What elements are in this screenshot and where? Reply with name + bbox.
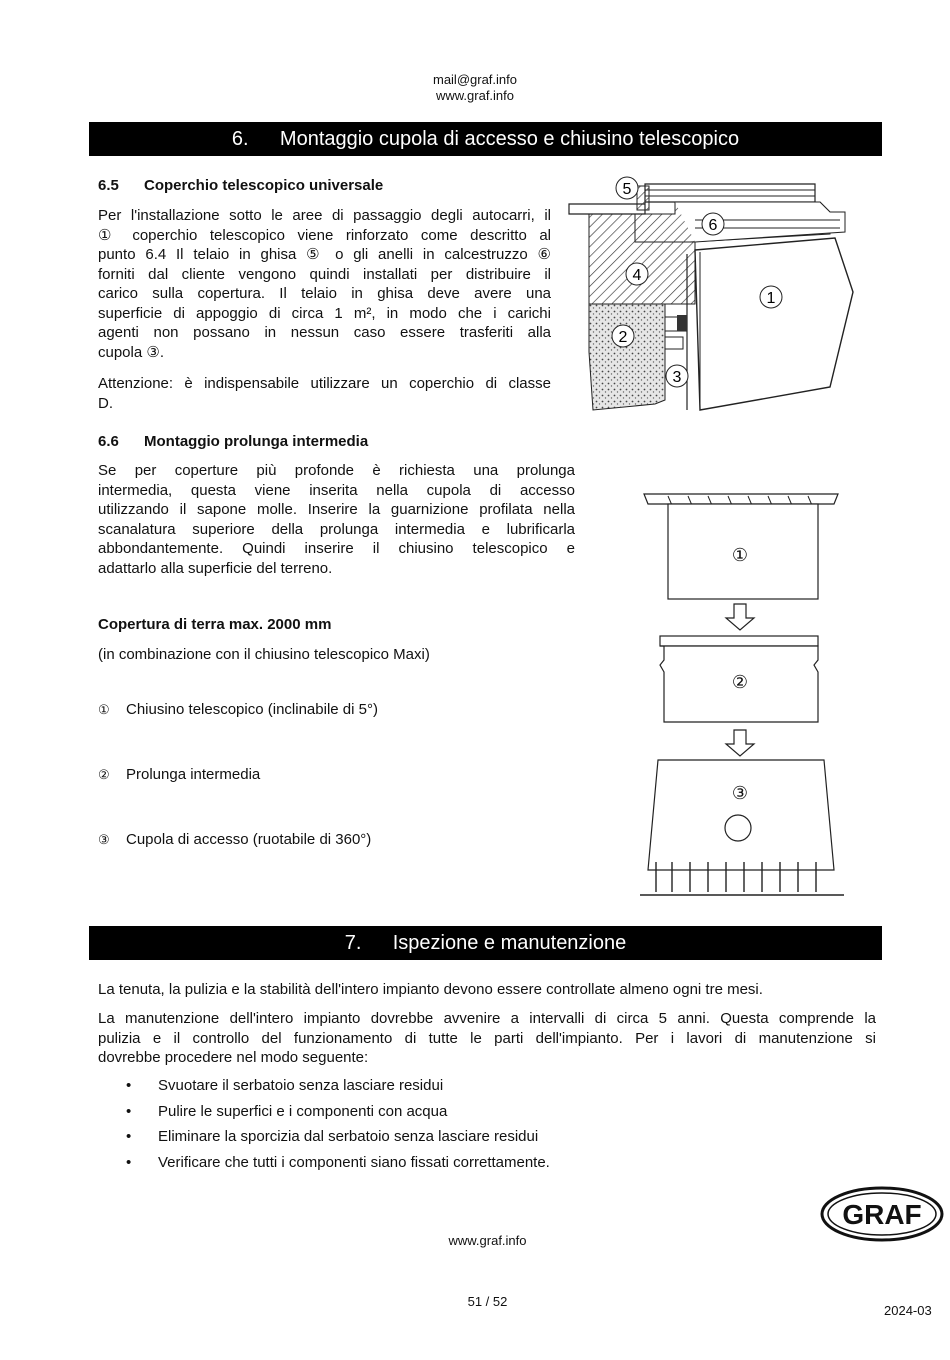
paragraph-line: dovrebbe procedere nel modo seguente:	[98, 1049, 369, 1066]
document-date: 2024-03	[884, 1303, 932, 1318]
label-3: 3	[672, 369, 682, 386]
label-part-1: ①	[731, 545, 749, 565]
subsection-6-5-heading	[98, 177, 383, 194]
legend-marker: ①	[98, 702, 110, 717]
paragraph-line: punto 6.4 Il telaio in ghisa ⑤ o gli anelli in calcestruzzo ⑥	[98, 246, 551, 263]
label-part-3: ③	[731, 783, 749, 803]
subsection-title: Coperchio telescopico universale	[144, 177, 384, 194]
paragraph-line: utilizzando il sapone molle. Inserire la guarnizione profilata nella	[98, 501, 575, 518]
paragraph-line: intermedia, questa viene inserita nella cupola di accesso	[98, 481, 575, 499]
list-item	[98, 1077, 798, 1103]
assembly-diagram	[638, 490, 848, 900]
list-item-text: Verificare che tutti i componenti siano fissati correttamente.	[158, 1153, 550, 1171]
paragraph-line: Per l'installazione sotto le aree di passaggio degli autocarri, il	[98, 207, 551, 224]
list-item	[98, 1154, 798, 1180]
label-4: 4	[632, 267, 642, 284]
bullet-marker: •	[126, 1077, 132, 1094]
label-part-2: ②	[731, 672, 749, 692]
subsection-title: Montaggio prolunga intermedia	[144, 433, 369, 450]
section-6-heading	[89, 122, 882, 156]
logo-text: GRAF	[842, 1199, 922, 1230]
section-7-paragraph-1: La tenuta, la pulizia e la stabilità dell'intero impianto devono essere controllate almeno ogni tre mesi.	[98, 981, 763, 998]
paragraph-line: forniti dal cliente vengono quindi installati per distribuire il	[98, 265, 551, 283]
paragraph-line: La manutenzione dell'intero impianto dovrebbe avvenire a intervalli di circa 5 anni. Questa comprende la	[98, 1010, 876, 1027]
label-2: 2	[618, 329, 628, 346]
subsection-6-6-heading	[98, 433, 368, 450]
cover-title: Copertura di terra max. 2000 mm	[98, 616, 332, 633]
maintenance-list	[98, 1077, 798, 1179]
legend-text: Prolunga intermedia	[126, 766, 261, 783]
list-item-text: Svuotare il serbatoio senza lasciare residui	[158, 1077, 444, 1094]
subsection-number: 6.5	[98, 177, 119, 194]
section-number: 6.	[231, 127, 249, 150]
header-website[interactable]: www.graf.info	[435, 88, 515, 103]
cross-section-diagram	[565, 172, 865, 422]
note-line: D.	[98, 394, 113, 412]
subsection-6-5-body	[98, 206, 551, 362]
section-7-paragraph-2	[98, 1009, 876, 1068]
label-1: 1	[766, 290, 776, 307]
legend-item	[98, 831, 371, 848]
paragraph-line: ① coperchio telescopico viene rinforzato come descritto al	[98, 226, 551, 244]
paragraph-line: pulizia e il controllo del funzionamento di tutte le parti dell'impianto. Per i lavori di manutenzione si	[98, 1029, 876, 1047]
paragraph-line: Se per coperture più profonde è richiesta una prolunga	[98, 462, 575, 479]
page-number: 51 / 52	[467, 1294, 508, 1309]
legend-marker: ③	[98, 832, 110, 847]
bullet-marker: •	[126, 1102, 132, 1120]
list-item	[98, 1128, 798, 1154]
paragraph-line: agenti non possano in nessun caso essere trasferiti alla	[98, 324, 551, 341]
note-line: Attenzione: è indispensabile utilizzare un coperchio di classe	[98, 375, 551, 392]
bullet-marker: •	[126, 1153, 132, 1171]
section-title: Ispezione e manutenzione	[392, 931, 627, 954]
list-item-text: Pulire le superfici e i componenti con acqua	[158, 1102, 448, 1120]
footer-website[interactable]: www.graf.info	[448, 1233, 527, 1248]
paragraph-line: adattarlo alla superficie del terreno.	[98, 559, 333, 577]
cover-subtitle: (in combinazione con il chiusino telescopico Maxi)	[98, 646, 430, 663]
section-7-heading	[89, 926, 882, 960]
legend-item	[98, 701, 378, 718]
bullet-marker: •	[126, 1128, 132, 1145]
subsection-number: 6.6	[98, 433, 119, 450]
section-title: Montaggio cupola di accesso e chiusino telescopico	[279, 127, 740, 150]
list-item-text: Eliminare la sporcizia dal serbatoio senza lasciare residui	[158, 1128, 539, 1145]
paragraph-line: scanalatura superiore della prolunga intermedia e lubrificarla	[98, 520, 575, 538]
label-6: 6	[708, 217, 718, 234]
paragraph-line: carico sulla copertura. Il telaio in ghisa deve avere una	[98, 285, 551, 302]
subsection-6-6-body	[98, 461, 575, 578]
section-number: 7.	[344, 931, 362, 954]
paragraph-line: superficie di appoggio di circa 1 m², in modo che i carichi	[98, 304, 551, 322]
paragraph-line: cupola ③.	[98, 343, 164, 361]
paragraph-line: abbondantemente. Quindi inserire il chiusino telescopico e	[98, 540, 575, 557]
legend-text: Chiusino telescopico (inclinabile di 5°)	[126, 701, 378, 718]
list-item	[98, 1103, 798, 1129]
legend-text: Cupola di accesso (ruotabile di 360°)	[126, 831, 372, 848]
subsection-6-5-note	[98, 374, 551, 413]
label-5: 5	[622, 181, 632, 198]
legend-item	[98, 766, 260, 783]
legend-marker: ②	[98, 767, 110, 782]
header-email[interactable]: mail@graf.info	[432, 72, 517, 87]
